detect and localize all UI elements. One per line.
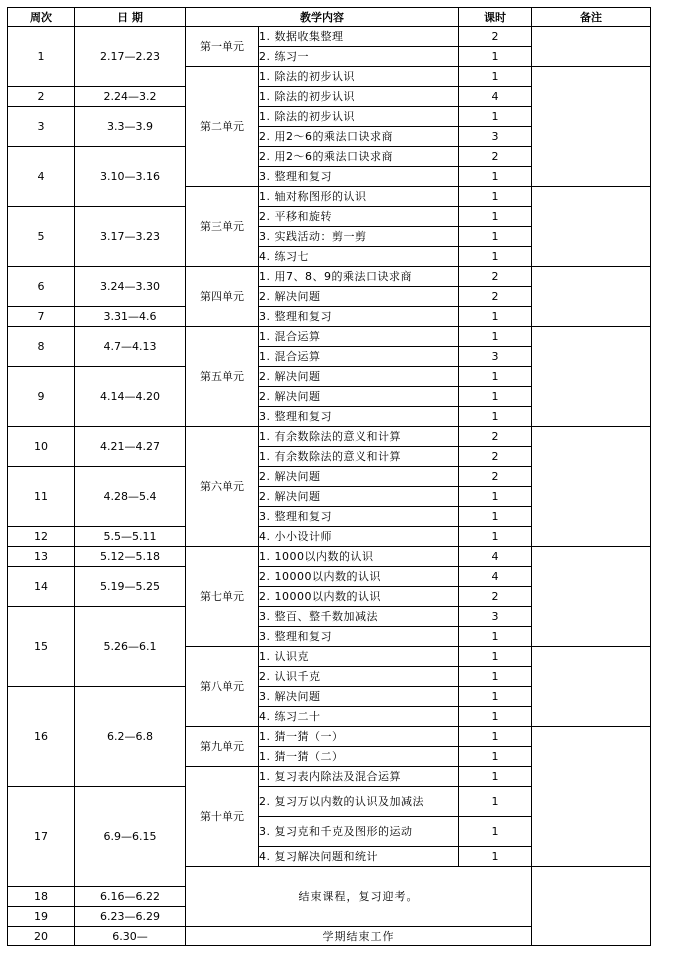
hours-cell: 1 (459, 187, 532, 207)
content-cell: 1. 轴对称图形的认识 (259, 187, 459, 207)
hours-cell: 1 (459, 627, 532, 647)
table-row (8, 327, 651, 347)
hours-cell: 1 (459, 817, 532, 847)
hours-cell: 1 (459, 207, 532, 227)
week-cell: 8 (8, 327, 75, 367)
hours-cell: 1 (459, 507, 532, 527)
date-cell: 2.24—3.2 (75, 87, 186, 107)
content-cell: 1. 除法的初步认识 (259, 107, 459, 127)
date-cell: 6.9—6.15 (75, 787, 186, 887)
hours-cell: 1 (459, 47, 532, 67)
content-cell: 1. 数据收集整理 (259, 27, 459, 47)
content-cell: 1. 有余数除法的意义和计算 (259, 447, 459, 467)
week-cell: 5 (8, 207, 75, 267)
date-cell: 2.17—2.23 (75, 27, 186, 87)
content-cell: 1. 除法的初步认识 (259, 87, 459, 107)
hours-cell: 1 (459, 727, 532, 747)
hours-cell: 2 (459, 267, 532, 287)
date-cell: 3.3—3.9 (75, 107, 186, 147)
week-cell: 4 (8, 147, 75, 207)
content-cell: 2. 复习万以内数的认识及加减法 (259, 787, 459, 817)
content-cell: 2. 平移和旋转 (259, 207, 459, 227)
content-cell: 1. 复习表内除法及混合运算 (259, 767, 459, 787)
week-cell: 15 (8, 607, 75, 687)
date-cell: 4.14—4.20 (75, 367, 186, 427)
unit-cell: 第八单元 (186, 647, 259, 727)
date-cell: 6.16—6.22 (75, 887, 186, 907)
hours-cell: 1 (459, 667, 532, 687)
hours-cell: 1 (459, 787, 532, 817)
hours-cell: 3 (459, 607, 532, 627)
unit-cell: 第二单元 (186, 67, 259, 187)
date-cell: 3.10—3.16 (75, 147, 186, 207)
hours-cell: 4 (459, 567, 532, 587)
content-cell: 2. 认识千克 (259, 667, 459, 687)
hours-cell: 1 (459, 407, 532, 427)
note-cell (532, 27, 651, 67)
content-cell: 2. 练习一 (259, 47, 459, 67)
content-cell: 3. 复习克和千克及图形的运动 (259, 817, 459, 847)
end-of-term-cell: 学期结束工作 (186, 927, 532, 946)
week-cell: 11 (8, 467, 75, 527)
content-cell: 3. 整理和复习 (259, 507, 459, 527)
content-cell: 1. 用7、8、9的乘法口诀求商 (259, 267, 459, 287)
header-content: 教学内容 (186, 8, 459, 27)
content-cell: 1. 混合运算 (259, 347, 459, 367)
hours-cell: 2 (459, 447, 532, 467)
header-week: 周次 (8, 8, 75, 27)
header-date: 日 期 (75, 8, 186, 27)
hours-cell: 1 (459, 367, 532, 387)
note-cell (532, 187, 651, 267)
week-cell: 17 (8, 787, 75, 887)
content-cell: 3. 实践活动：剪一剪 (259, 227, 459, 247)
hours-cell: 2 (459, 147, 532, 167)
hours-cell: 2 (459, 587, 532, 607)
hours-cell: 1 (459, 687, 532, 707)
week-cell: 10 (8, 427, 75, 467)
date-cell: 5.12—5.18 (75, 547, 186, 567)
hours-cell: 1 (459, 647, 532, 667)
content-cell: 3. 整理和复习 (259, 167, 459, 187)
teaching-schedule-table (7, 7, 651, 946)
hours-cell: 1 (459, 327, 532, 347)
content-cell: 1. 混合运算 (259, 327, 459, 347)
unit-cell: 第三单元 (186, 187, 259, 267)
review-cell: 结束课程，复习迎考。 (186, 867, 532, 927)
unit-cell: 第九单元 (186, 727, 259, 767)
table-header-row (8, 8, 651, 27)
hours-cell: 2 (459, 467, 532, 487)
unit-cell: 第十单元 (186, 767, 259, 867)
content-cell: 2. 解决问题 (259, 487, 459, 507)
content-cell: 2. 解决问题 (259, 467, 459, 487)
date-cell: 5.19—5.25 (75, 567, 186, 607)
content-cell: 2. 解决问题 (259, 287, 459, 307)
week-cell: 18 (8, 887, 75, 907)
table-row (8, 27, 651, 47)
note-cell (532, 547, 651, 647)
content-cell: 4. 复习解决问题和统计 (259, 847, 459, 867)
note-cell (532, 427, 651, 547)
date-cell: 6.2—6.8 (75, 687, 186, 787)
date-cell: 3.31—4.6 (75, 307, 186, 327)
table-row (8, 267, 651, 287)
header-note: 备注 (532, 8, 651, 27)
content-cell: 1. 猜一猜（二） (259, 747, 459, 767)
hours-cell: 1 (459, 847, 532, 867)
content-cell: 1. 猜一猜（一） (259, 727, 459, 747)
hours-cell: 1 (459, 307, 532, 327)
week-cell: 9 (8, 367, 75, 427)
week-cell: 7 (8, 307, 75, 327)
note-cell (532, 267, 651, 327)
hours-cell: 2 (459, 27, 532, 47)
note-cell (532, 67, 651, 187)
week-cell: 6 (8, 267, 75, 307)
week-cell: 3 (8, 107, 75, 147)
table-row (8, 547, 651, 567)
content-cell: 2. 解决问题 (259, 367, 459, 387)
content-cell: 3. 整理和复习 (259, 307, 459, 327)
note-cell (532, 327, 651, 427)
week-cell: 19 (8, 907, 75, 927)
content-cell: 4. 小小设计师 (259, 527, 459, 547)
week-cell: 13 (8, 547, 75, 567)
week-cell: 2 (8, 87, 75, 107)
hours-cell: 3 (459, 347, 532, 367)
header-hours: 课时 (459, 8, 532, 27)
note-cell (532, 727, 651, 867)
content-cell: 1. 除法的初步认识 (259, 67, 459, 87)
hours-cell: 1 (459, 247, 532, 267)
content-cell: 1. 有余数除法的意义和计算 (259, 427, 459, 447)
date-cell: 6.30— (75, 927, 186, 946)
hours-cell: 1 (459, 527, 532, 547)
date-cell: 3.17—3.23 (75, 207, 186, 267)
unit-cell: 第四单元 (186, 267, 259, 327)
note-cell (532, 647, 651, 727)
hours-cell: 1 (459, 67, 532, 87)
hours-cell: 4 (459, 547, 532, 567)
content-cell: 2. 用2～6的乘法口诀求商 (259, 147, 459, 167)
week-cell: 14 (8, 567, 75, 607)
table-row (8, 427, 651, 447)
content-cell: 1. 认识克 (259, 647, 459, 667)
hours-cell: 1 (459, 227, 532, 247)
date-cell: 5.5—5.11 (75, 527, 186, 547)
content-cell: 2. 解决问题 (259, 387, 459, 407)
unit-cell: 第五单元 (186, 327, 259, 427)
unit-cell: 第六单元 (186, 427, 259, 547)
unit-cell: 第一单元 (186, 27, 259, 67)
date-cell: 6.23—6.29 (75, 907, 186, 927)
week-cell: 16 (8, 687, 75, 787)
date-cell: 5.26—6.1 (75, 607, 186, 687)
hours-cell: 2 (459, 427, 532, 447)
hours-cell: 1 (459, 387, 532, 407)
hours-cell: 4 (459, 87, 532, 107)
unit-cell: 第七单元 (186, 547, 259, 647)
week-cell: 20 (8, 927, 75, 946)
content-cell: 3. 整百、整千数加减法 (259, 607, 459, 627)
hours-cell: 2 (459, 287, 532, 307)
hours-cell: 1 (459, 167, 532, 187)
date-cell: 4.28—5.4 (75, 467, 186, 527)
date-cell: 3.24—3.30 (75, 267, 186, 307)
content-cell: 2. 10000以内数的认识 (259, 567, 459, 587)
hours-cell: 1 (459, 707, 532, 727)
hours-cell: 1 (459, 767, 532, 787)
content-cell: 3. 解决问题 (259, 687, 459, 707)
content-cell: 3. 整理和复习 (259, 627, 459, 647)
content-cell: 2. 用2～6的乘法口诀求商 (259, 127, 459, 147)
week-cell: 12 (8, 527, 75, 547)
hours-cell: 3 (459, 127, 532, 147)
note-cell (532, 867, 651, 946)
date-cell: 4.21—4.27 (75, 427, 186, 467)
content-cell: 1. 1000以内数的认识 (259, 547, 459, 567)
content-cell: 4. 练习七 (259, 247, 459, 267)
hours-cell: 1 (459, 487, 532, 507)
content-cell: 3. 整理和复习 (259, 407, 459, 427)
week-cell: 1 (8, 27, 75, 87)
hours-cell: 1 (459, 747, 532, 767)
hours-cell: 1 (459, 107, 532, 127)
content-cell: 4. 练习二十 (259, 707, 459, 727)
content-cell: 2. 10000以内数的认识 (259, 587, 459, 607)
date-cell: 4.7—4.13 (75, 327, 186, 367)
